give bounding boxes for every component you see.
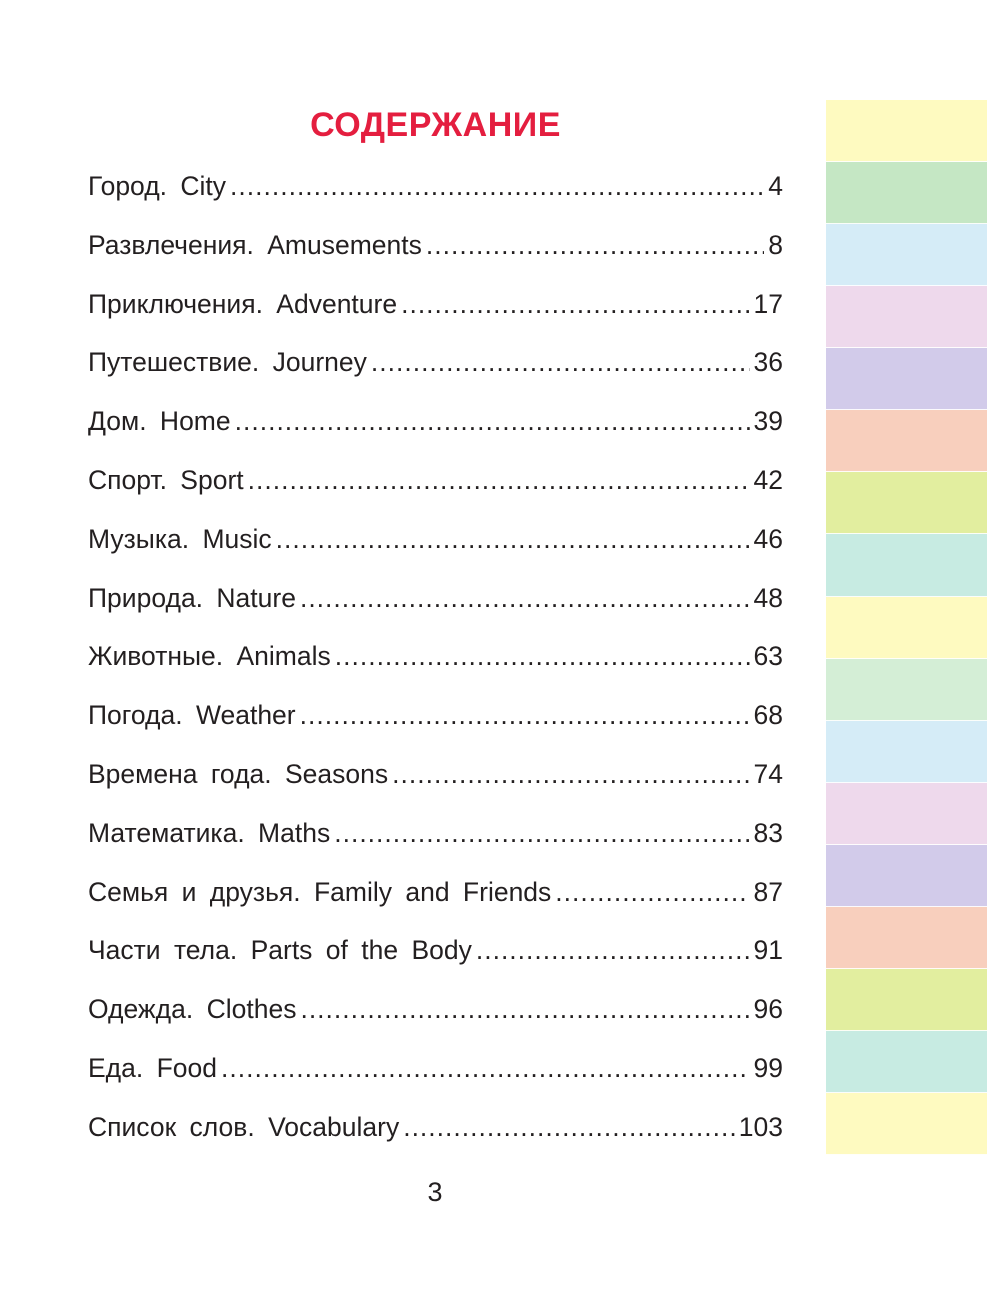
toc-entry-title: Части тела. Parts of the Body [88,935,472,966]
toc-entry[interactable] [88,569,783,628]
toc-entry[interactable] [88,686,783,745]
color-stripe [826,659,987,721]
toc-entry[interactable] [88,157,783,216]
toc-entry-page: 46 [753,523,783,554]
toc-entry-title: Семья и друзья. Family and Friends [88,876,552,907]
toc-entry-title: Животные. Animals [88,641,331,672]
table-of-contents [88,157,783,1157]
color-tab-strip [826,100,987,1155]
toc-entry[interactable] [88,863,783,922]
toc-entry-page: 87 [753,876,783,907]
toc-entry-page: 8 [768,229,783,260]
color-stripe [826,845,987,907]
toc-entry[interactable] [88,745,783,804]
dot-leader [403,1098,735,1157]
color-stripe [826,224,987,286]
toc-entry-page: 74 [753,758,783,789]
page-title: СОДЕРЖАНИЕ [310,106,561,144]
color-stripe [826,783,987,845]
dot-leader [335,627,750,686]
color-stripe [826,1031,987,1093]
toc-entry-title: Природа. Nature [88,582,296,613]
toc-entry-title: Математика. Maths [88,817,331,848]
dot-leader [300,686,750,745]
toc-entry-title: Времена года. Seasons [88,758,389,789]
toc-entry-page: 99 [753,1052,783,1083]
toc-entry-title: Приключения. Adventure [88,288,398,319]
toc-entry-title: Еда. Food [88,1052,218,1083]
toc-entry-page: 63 [753,641,783,672]
toc-entry-page: 36 [753,347,783,378]
dot-leader [334,804,749,863]
toc-entry-title: Развлечения. Amusements [88,229,422,260]
toc-entry[interactable] [88,392,783,451]
dot-leader [221,1039,750,1098]
toc-entry-title: Спорт. Sport [88,464,244,495]
toc-entry-page: 42 [753,464,783,495]
toc-entry-title: Дом. Home [88,406,231,437]
dot-leader [401,275,749,334]
toc-entry-page: 68 [753,700,783,731]
toc-entry[interactable] [88,216,783,275]
dot-leader [555,863,749,922]
color-stripe [826,1093,987,1155]
toc-entry[interactable] [88,510,783,569]
color-stripe [826,162,987,224]
dot-leader [300,980,749,1039]
page-number: 3 [427,1177,443,1207]
dot-leader [248,451,750,510]
toc-entry-title: Музыка. Music [88,523,272,554]
color-stripe [826,410,987,472]
dot-leader [371,333,750,392]
toc-entry[interactable] [88,921,783,980]
toc-entry-page: 39 [753,406,783,437]
toc-entry-title: Путешествие. Journey [88,347,367,378]
color-stripe [826,348,987,410]
toc-entry-page: 17 [753,288,783,319]
dot-leader [300,569,750,628]
toc-entry[interactable] [88,1039,783,1098]
dot-leader [230,157,764,216]
color-stripe [826,597,987,659]
toc-entry-page: 83 [753,817,783,848]
toc-entry-page: 48 [753,582,783,613]
toc-entry-page: 103 [738,1111,783,1142]
toc-entry[interactable] [88,627,783,686]
toc-entry-page: 4 [768,171,783,201]
dot-leader [476,921,750,980]
dot-leader [235,392,750,451]
color-stripe [826,534,987,596]
toc-entry-page: 91 [753,935,783,966]
toc-entry-title: Одежда. Clothes [88,994,297,1025]
dot-leader [276,510,750,569]
toc-entry-title: Город. City [88,171,227,201]
color-stripe [826,907,987,969]
toc-entry[interactable] [88,1098,783,1157]
toc-entry[interactable] [88,980,783,1039]
color-stripe [826,100,987,162]
color-stripe [826,969,987,1031]
color-stripe [826,286,987,348]
toc-entry[interactable] [88,451,783,510]
dot-leader [426,216,764,275]
toc-entry[interactable] [88,804,783,863]
toc-entry-page: 96 [753,994,783,1025]
toc-entry[interactable] [88,275,783,334]
toc-entry[interactable] [88,333,783,392]
toc-entry-title: Погода. Weather [88,700,296,731]
color-stripe [826,472,987,534]
dot-leader [392,745,749,804]
toc-entry-title: Список слов. Vocabulary [88,1111,400,1142]
color-stripe [826,721,987,783]
